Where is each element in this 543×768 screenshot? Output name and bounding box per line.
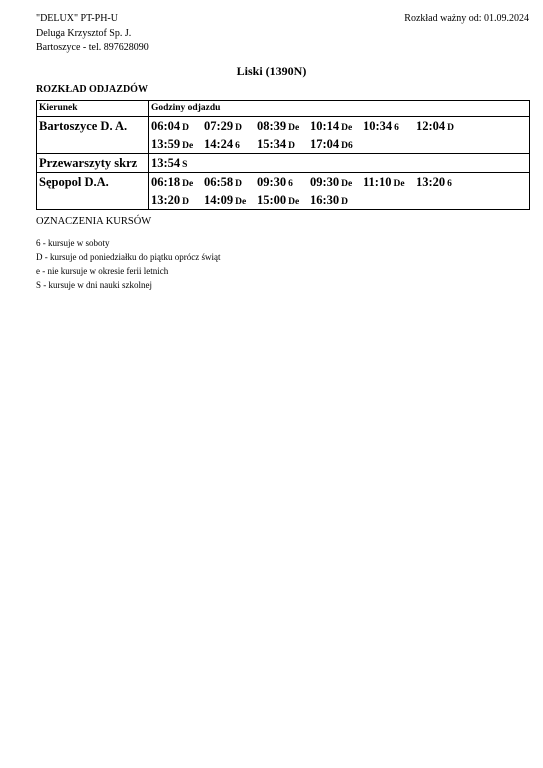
- departure-mark: De: [182, 141, 194, 151]
- departure-mark: De: [341, 179, 353, 189]
- departure-time: 11:10: [363, 175, 392, 189]
- departure-mark: 6: [235, 141, 240, 151]
- departure-mark: De: [288, 197, 300, 207]
- departure-mark: S: [182, 160, 188, 170]
- departure-time: 09:30: [257, 175, 287, 189]
- departure: [363, 173, 416, 193]
- departure-mark: D: [235, 123, 243, 133]
- departure-times-cell: [149, 173, 530, 210]
- departure: [204, 135, 257, 155]
- legend-item: 6 - kursuje w soboty: [36, 238, 110, 248]
- departure-mark: De: [393, 179, 405, 189]
- timetable: [36, 100, 530, 210]
- departure: [257, 135, 310, 155]
- departure-mark: De: [341, 123, 353, 133]
- departure-time: 09:30: [310, 175, 340, 189]
- operator-info: [36, 12, 149, 56]
- departure-time: 08:39: [257, 119, 287, 133]
- departure: [416, 117, 469, 137]
- departure: [204, 191, 257, 211]
- departure: [151, 154, 204, 174]
- timetable-row: [37, 154, 530, 173]
- direction-cell: Przewarszyty skrz: [37, 154, 149, 173]
- departure: [257, 191, 310, 211]
- departure-mark: De: [235, 197, 247, 207]
- departure: [257, 117, 310, 137]
- legend-title: OZNACZENIA KURSÓW: [36, 216, 152, 227]
- departure-time: 13:54: [151, 156, 181, 170]
- departure-time: 06:04: [151, 119, 181, 133]
- departure-mark: D6: [341, 141, 353, 151]
- timetable-body: [37, 117, 530, 210]
- departure: [310, 135, 363, 155]
- legend-item: D - kursuje od poniedziałku do piątku oprócz świąt: [36, 252, 221, 262]
- departure-times-cell: [149, 154, 530, 173]
- departure-mark: D: [288, 141, 296, 151]
- company-address: Bartoszyce - tel. 897628090: [36, 42, 149, 53]
- departure: [363, 117, 416, 137]
- departure-time: 06:18: [151, 175, 181, 189]
- validity-date: Rozkład ważny od: 01.09.2024: [404, 13, 529, 24]
- departure-mark: De: [288, 123, 300, 133]
- departure-time: 13:20: [151, 193, 181, 207]
- departure-mark: D: [182, 123, 190, 133]
- departure-line: [151, 135, 527, 153]
- departure-mark: 6: [447, 179, 452, 189]
- departure-time: 07:29: [204, 119, 234, 133]
- stop-title: Liski (1390N): [236, 64, 307, 78]
- departure: [151, 173, 204, 193]
- departure-time: 12:04: [416, 119, 446, 133]
- departure: [151, 117, 204, 137]
- departure-time: 17:04: [310, 137, 340, 151]
- departure-mark: 6: [394, 123, 399, 133]
- departure-time: 15:34: [257, 137, 287, 151]
- departure: [310, 191, 363, 211]
- direction-column-header: Kierunek: [37, 101, 149, 117]
- departure-mark: D: [341, 197, 349, 207]
- departure-line: [151, 117, 527, 135]
- departure: [204, 173, 257, 193]
- timetable-header-row: [37, 101, 530, 117]
- departure: [204, 117, 257, 137]
- departure-mark: D: [182, 197, 190, 207]
- departure-time: 13:20: [416, 175, 446, 189]
- departure: [310, 173, 363, 193]
- timetable-row: [37, 117, 530, 154]
- departure: [151, 191, 204, 211]
- legend-list: [36, 236, 220, 292]
- departure-time: 10:34: [363, 119, 393, 133]
- departure-time: 14:09: [204, 193, 234, 207]
- departure-time: 14:24: [204, 137, 234, 151]
- departure: [416, 173, 469, 193]
- departure-mark: D: [235, 179, 243, 189]
- departure-mark: De: [182, 179, 194, 189]
- departure-line: [151, 191, 527, 209]
- company-name: "DELUX" PT-PH-U: [36, 13, 118, 24]
- legend-item: S - kursuje w dni nauki szkolnej: [36, 280, 152, 290]
- direction-cell: Bartoszyce D. A.: [37, 117, 149, 154]
- schedule-section-title: ROZKŁAD ODJAZDÓW: [36, 84, 148, 95]
- departure: [257, 173, 310, 193]
- departure-time: 16:30: [310, 193, 340, 207]
- departure-times-cell: [149, 117, 530, 154]
- times-column-header: Godziny odjazdu: [149, 101, 530, 117]
- departure-time: 10:14: [310, 119, 340, 133]
- departure-time: 06:58: [204, 175, 234, 189]
- direction-cell: Sępopol D.A.: [37, 173, 149, 210]
- departure-line: [151, 154, 527, 172]
- departure-mark: 6: [288, 179, 293, 189]
- departure: [310, 117, 363, 137]
- departure-mark: D: [447, 123, 455, 133]
- departure-line: [151, 173, 527, 191]
- departure-time: 13:59: [151, 137, 181, 151]
- company-owner: Deluga Krzysztof Sp. J.: [36, 27, 132, 39]
- departure-time: 15:00: [257, 193, 287, 207]
- timetable-row: [37, 173, 530, 210]
- departure: [151, 135, 204, 155]
- legend-item: e - nie kursuje w okresie ferii letnich: [36, 266, 169, 276]
